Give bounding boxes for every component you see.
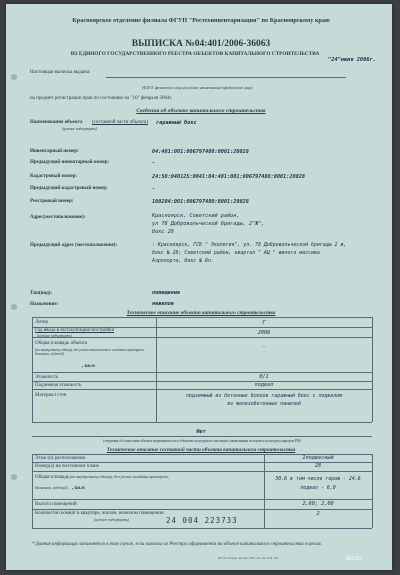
field-label: Кадастровый номер: <box>30 174 78 179</box>
prev-cadastral-number: - <box>152 186 156 192</box>
object-name-value: гаражный бокс <box>156 120 197 126</box>
field-label: Реестровый номер: <box>30 199 74 204</box>
prev-inventory-number: - <box>152 160 156 166</box>
prev-address-line: бокс № 28; Советский район, квартал " АЦ " жилого массива <box>152 250 320 256</box>
heritage-value: Нет <box>196 429 206 435</box>
registry-number: 100204:001:006797480:0001:20028 <box>152 199 249 205</box>
purpose-label: Назначение: <box>30 302 59 307</box>
part-area-line: подвал - 6,0 <box>300 485 336 491</box>
total-area-value: - <box>262 344 266 350</box>
table-cell-label: Материал стен <box>35 393 67 398</box>
object-name-label: Наименование объекта <box>30 120 83 125</box>
document-subtitle: ИЗ ЕДИНОГО ГОСУДАРСТВЕННОГО РЕЕСТРА ОБЪЕКТОВ КАПИТАЛЬНОГО СТРОИТЕЛЬСТВА <box>70 51 320 57</box>
plan-number-value: 28 <box>314 463 322 469</box>
issued-to-caption: (Ф.И.О. физического лица или полное наименование юридического лица) <box>142 86 253 90</box>
year-value: 2006 <box>257 330 271 336</box>
table-cell-caption: (нужное подчеркнуть) <box>37 334 72 338</box>
registration-state: на предмет регистрации прав по состоянию на "10" февраля 2004г. <box>30 96 173 101</box>
heritage-caption: (сведения об отнесении объекта недвижимости к объектам культурного наследия (памятникам истории и культуры) народов РФ) <box>103 439 301 443</box>
object-name-caption: (нужное подчеркнуть) <box>62 127 97 131</box>
inventory-number: 04:401:001:006797480:0001:20028 <box>152 149 249 155</box>
table-cell-label: Этажность <box>35 375 59 380</box>
footnote: * Данная информация заполняется в том случае, если выписка из Реестра оформляется на объект капитального строительства в целом. <box>32 542 322 547</box>
prev-address-label: Предыдущий адрес (местоположение): <box>30 243 118 248</box>
table-cell-label: Этаж (и) расположения <box>35 456 85 461</box>
table-cell-label: Общая площадь объекта <box>35 341 88 346</box>
table-cell-caption: балконов, лоджий) <box>35 485 68 490</box>
table-cell-label: Высота помещений <box>35 502 77 507</box>
table-cell-caption: (нужное подчеркнуть) <box>94 518 129 522</box>
object-name-options: (составной части объекта) <box>92 120 148 125</box>
binder-hole <box>11 304 17 310</box>
address-line: Красноярск, Советский район, <box>152 213 240 219</box>
table-cell-unit: , кв.м <box>72 486 85 491</box>
address-line: бокс 28 <box>152 229 174 235</box>
floor-location-value: 1подвесный <box>302 455 334 461</box>
rooms-count-value: 2 <box>316 511 320 517</box>
purpose-value: нежилое <box>152 301 174 307</box>
liter-value: Г <box>262 320 266 326</box>
part-section-heading: Техническое описание составной части объекта капитального строительства <box>106 447 296 453</box>
organization-name: Красноярское отделение филиала ФГУП "Ростехинвентаризация" по Красноярскому краю <box>72 17 330 24</box>
document-title: ВЫПИСКА №04:401/2006-36063 <box>131 39 271 49</box>
type-value: помещение <box>152 290 181 296</box>
prev-address-line: Аэропорта, бокс № 6п. <box>152 258 214 264</box>
table-cell-label: Общая площадь <box>35 475 70 480</box>
binder-hole <box>11 74 17 80</box>
heritage-line <box>32 436 372 437</box>
address-label: Адрес(местоположение): <box>30 215 86 220</box>
table-cell-label: Год ввода в эксплуатацию/постройки <box>35 328 115 333</box>
issued-to-line <box>106 77 346 78</box>
binder-hole <box>11 474 17 480</box>
floors-value: 0/1 <box>259 374 269 380</box>
table-cell-label: Номер(а) на поэтажном плане <box>35 464 99 469</box>
wall-material-line: подземный из бетонных блоков гаражный бокс с подвалом <box>185 393 343 399</box>
field-label: Инвентарный номер: <box>30 149 79 154</box>
address-line: ул 78 Добровольческой бригады, 2"Ж", <box>152 221 265 227</box>
wall-material-line: из железобетонных панелей <box>227 401 301 407</box>
object-section-heading: Сведения об объекте капитального строительства <box>136 108 266 114</box>
underground-value: подвал <box>254 382 274 388</box>
cadastral-number: 24:50:040125:0041:04:401:001:006797480:0001:20028 <box>152 174 306 180</box>
document-date: "24"июля 2006г. <box>328 57 376 63</box>
table-cell-caption: (по внутреннему обмеру, без учета холодных пристроек, <box>70 474 170 479</box>
table-cell-unit: , кв.м <box>82 364 95 369</box>
issued-to-label: Настоящая выписка выдана: <box>30 70 91 75</box>
prev-address-line: : Красноярск, ГСК " Экология", ул. 78 Добровольческой бригады 2 ж, <box>152 242 347 248</box>
part-area-line: 30,6 в том числе гараж - 24,6 <box>275 476 361 482</box>
tech-section-heading: Техническое описание объекта капитального строительства <box>126 310 276 316</box>
table-cell-label: Литер <box>35 320 48 325</box>
table-cell-caption: (по внутреннему обмеру, без учета этажности и холодных пристроек, балконов, лоджий) <box>35 348 145 356</box>
watermark: au.ru <box>346 555 362 562</box>
blank-serial-number: 24 004 223733 <box>166 516 238 525</box>
type-label: Тип(вид): <box>30 291 53 296</box>
field-label: Предыдущий кадастровый номер: <box>30 186 108 191</box>
print-info: ФГУП «Гознак», Москва, 2005. «Б». Зак.1236. Тир. <box>218 557 279 560</box>
table-cell-label: Подземная этажность <box>35 383 82 388</box>
extract-document-sheet <box>6 4 392 570</box>
ceiling-height-value: 2,60; 2,00 <box>302 501 334 507</box>
table-cell-label: Количество комнат в квартире, жилом, нежилом помещении <box>35 511 164 516</box>
field-label: Предыдущий инвентарный номер: <box>30 160 110 165</box>
